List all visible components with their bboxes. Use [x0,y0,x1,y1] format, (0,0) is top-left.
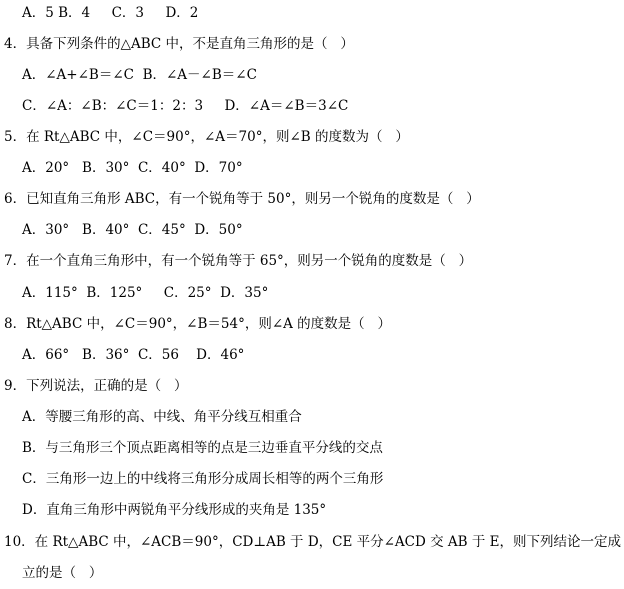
q5-stem: 5．在 Rt△ABC 中，∠C＝90°，∠A＝70°，则∠B 的度数为（ ） [4,129,409,145]
q7-stem: 7．在一个直角三角形中，有一个锐角等于 65°，则另一个锐角的度数是（ ） [4,253,473,269]
q4-stem: 4．具备下列条件的△ABC 中，不是直角三角形的是（ ） [4,36,354,52]
q9-option-a: A．等腰三角形的高、中线、角平分线互相重合 [22,409,302,425]
q9-option-b: B．与三角形三个顶点距离相等的点是三边垂直平分线的交点 [22,440,383,456]
q8-stem: 8．Rt△ABC 中，∠C＝90°，∠B＝54°，则∠A 的度数是（ ） [4,316,392,332]
q7-options: A．115° B．125° C．25° D．35° [22,285,269,301]
q5-options: A．20° B．30° C．40° D．70° [22,160,243,176]
q4-options-ab: A．∠A+∠B＝∠C B．∠A－∠B＝∠C [22,67,257,83]
q9-stem: 9．下列说法，正确的是（ ） [4,378,188,394]
q8-options: A．66° B．36° C．56 D．46° [22,347,245,363]
q3-options: A．5 B．4 C．3 D．2 [22,5,199,21]
q9-option-d: D．直角三角形中两锐角平分线形成的夹角是 135° [22,502,327,518]
q10-stem-continued: 立的是（ ） [22,565,103,581]
q6-options: A．30° B．40° C．45° D．50° [22,222,243,238]
q6-stem: 6．已知直角三角形 ABC，有一个锐角等于 50°，则另一个锐角的度数是（ ） [4,191,480,207]
q10-stem: 10．在 Rt△ABC 中，∠ACB＝90°，CD⊥AB 于 D，CE 平分∠ACD 交 AB 于 E，则下列结论一定成 [4,534,622,550]
q9-option-c: C．三角形一边上的中线将三角形分成周长相等的两个三角形 [22,471,384,487]
q4-options-cd: C．∠A：∠B：∠C＝1：2：3 D．∠A＝∠B＝3∠C [22,98,349,114]
